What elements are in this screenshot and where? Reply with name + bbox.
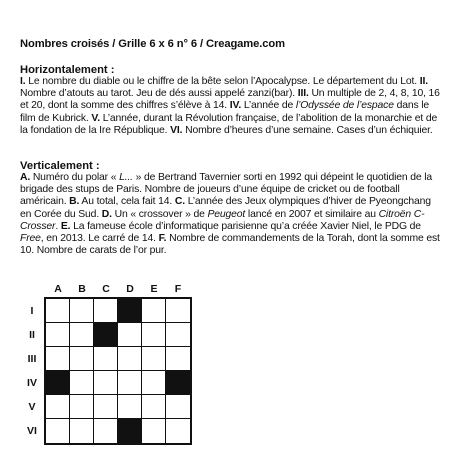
grid-cell[interactable] — [142, 299, 166, 323]
grid-cell-blocked — [118, 299, 142, 323]
grid-cell[interactable] — [118, 323, 142, 347]
row-label: II — [29, 329, 35, 341]
puzzle-title: Nombres croisés / Grille 6 x 6 n° 6 / Creagame.com — [20, 38, 285, 50]
grid-cell[interactable] — [70, 347, 94, 371]
grid-cell[interactable] — [46, 347, 70, 371]
row-label: I — [30, 305, 34, 317]
vertical-clue-number: B. — [69, 196, 80, 208]
grid-cell[interactable] — [166, 347, 190, 371]
vertical-clue-text: Nombre de commandements de la Torah, dont la somme est 10. Nombre de carats de l’or pur. — [20, 233, 440, 257]
grid-cell[interactable] — [142, 395, 166, 419]
column-label: C — [102, 283, 110, 295]
horizontal-clue-text: Le nombre du diable ou le chiffre de la bête selon l’Apocalypse. Le département du Lot. — [25, 76, 420, 87]
grid-cell-blocked — [94, 323, 118, 347]
grid-cell[interactable] — [46, 323, 70, 347]
vertical-clue-number: E. — [60, 220, 71, 232]
column-label: B — [78, 283, 86, 295]
vertical-clue-text: , en 2013. Le carré de 14. — [40, 233, 159, 245]
grid-cell[interactable] — [94, 299, 118, 323]
grid-cell[interactable] — [142, 371, 166, 395]
horizontal-clue-text: l’Odyssée de l’espace — [295, 100, 394, 112]
column-label: D — [126, 283, 134, 295]
grid-cell[interactable] — [70, 323, 94, 347]
horizontal-clue-text: Nombre d’heures d’une semaine. Cases d’un échiquier. — [182, 124, 433, 136]
grid-cell[interactable] — [142, 419, 166, 443]
column-label: A — [54, 283, 62, 295]
grid-cell[interactable] — [46, 419, 70, 443]
grid-cell[interactable] — [94, 395, 118, 419]
grid-cell-blocked — [46, 371, 70, 395]
vertical-clue-text: Au total, cela fait 14. — [79, 196, 175, 208]
vertical-clue-number: F. — [158, 233, 167, 245]
horizontal-clue-number: I. — [20, 76, 26, 87]
grid-cell[interactable] — [142, 347, 166, 371]
grid-cell-blocked — [166, 371, 190, 395]
vertical-clue-number: A. — [20, 172, 31, 183]
row-label: V — [28, 401, 36, 413]
grid-cell[interactable] — [94, 419, 118, 443]
vertical-clue-text: L... — [119, 172, 133, 183]
vertical-clue-text: Un « crossover » de — [111, 208, 208, 220]
grid-cell[interactable] — [46, 299, 70, 323]
vertical-clue-number: D. — [101, 208, 112, 220]
horizontal-clue-number: VI. — [170, 124, 183, 136]
crossword-board — [44, 297, 192, 445]
horizontal-clue-text: dans le film de Kubrick. — [20, 100, 430, 124]
column-label: E — [150, 283, 158, 295]
grid-cell[interactable] — [70, 419, 94, 443]
grid-cell[interactable] — [166, 395, 190, 419]
grid-cell[interactable] — [166, 299, 190, 323]
grid-cell[interactable] — [70, 395, 94, 419]
vertical-clue-text: Citroën C-Crosser — [20, 208, 425, 232]
horizontal-clue-text: L’année de — [241, 100, 296, 112]
grid-cell[interactable] — [94, 347, 118, 371]
horizontal-clue-number: III. — [297, 88, 309, 100]
grid-cell[interactable] — [118, 371, 142, 395]
row-label: VI — [27, 425, 37, 437]
grid-cell-blocked — [118, 419, 142, 443]
vertical-clue-text: » de Bertrand Tavernier sorti en 1992 qui dépeint le quotidien de la brigade des stups de Paris. Nombre de joueurs d’une équipe de cricket ou de football américain. — [20, 172, 433, 208]
grid-cell[interactable] — [118, 347, 142, 371]
grid-cell[interactable] — [46, 395, 70, 419]
grid-cell[interactable] — [70, 371, 94, 395]
vertical-clue-text: Numéro du polar « — [30, 172, 120, 183]
vertical-heading: Verticalement : — [20, 160, 100, 172]
row-label: IV — [27, 377, 37, 389]
grid-cell[interactable] — [142, 323, 166, 347]
vertical-clue-text: . — [55, 220, 61, 232]
horizontal-clue-text: Nombre d’atouts au tarot. Jeu de dés aussi appelé zanzi(bar). — [20, 88, 298, 100]
vertical-clue-text: lancé en 2007 et similaire au — [245, 208, 379, 220]
horizontal-clue-number: II. — [419, 76, 428, 87]
grid-cell[interactable] — [166, 419, 190, 443]
vertical-clue-text: La fameuse école d’informatique parisienne qu’a créée Xavier Niel, le PDG de — [70, 220, 421, 232]
row-label: III — [27, 353, 37, 365]
vertical-clue-text: L’année des Jeux olympiques d’hiver de Pyeongchang en Corée du Sud. — [20, 196, 431, 220]
horizontal-clue-number: V. — [91, 112, 100, 124]
grid-cell[interactable] — [70, 299, 94, 323]
horizontal-clue-text: Un multiple de 2, 4, 8, 10, 16 et 20, dont la somme des chiffres s’élève à 14. — [20, 88, 440, 112]
vertical-clue-text: Free — [20, 233, 41, 245]
grid-cell[interactable] — [118, 395, 142, 419]
horizontal-clue-number: IV. — [229, 100, 242, 112]
grid-cell[interactable] — [94, 371, 118, 395]
horizontal-clue-text: L’année, durant la Révolution française, de l’abolition de la monarchie et de la fondation de la Ire République. — [20, 112, 438, 136]
grid-cell[interactable] — [166, 323, 190, 347]
column-label: F — [174, 283, 182, 295]
horizontal-heading: Horizontalement : — [20, 64, 115, 76]
vertical-clue-text: Peugeot — [207, 208, 246, 220]
vertical-clue-number: C. — [174, 196, 185, 208]
